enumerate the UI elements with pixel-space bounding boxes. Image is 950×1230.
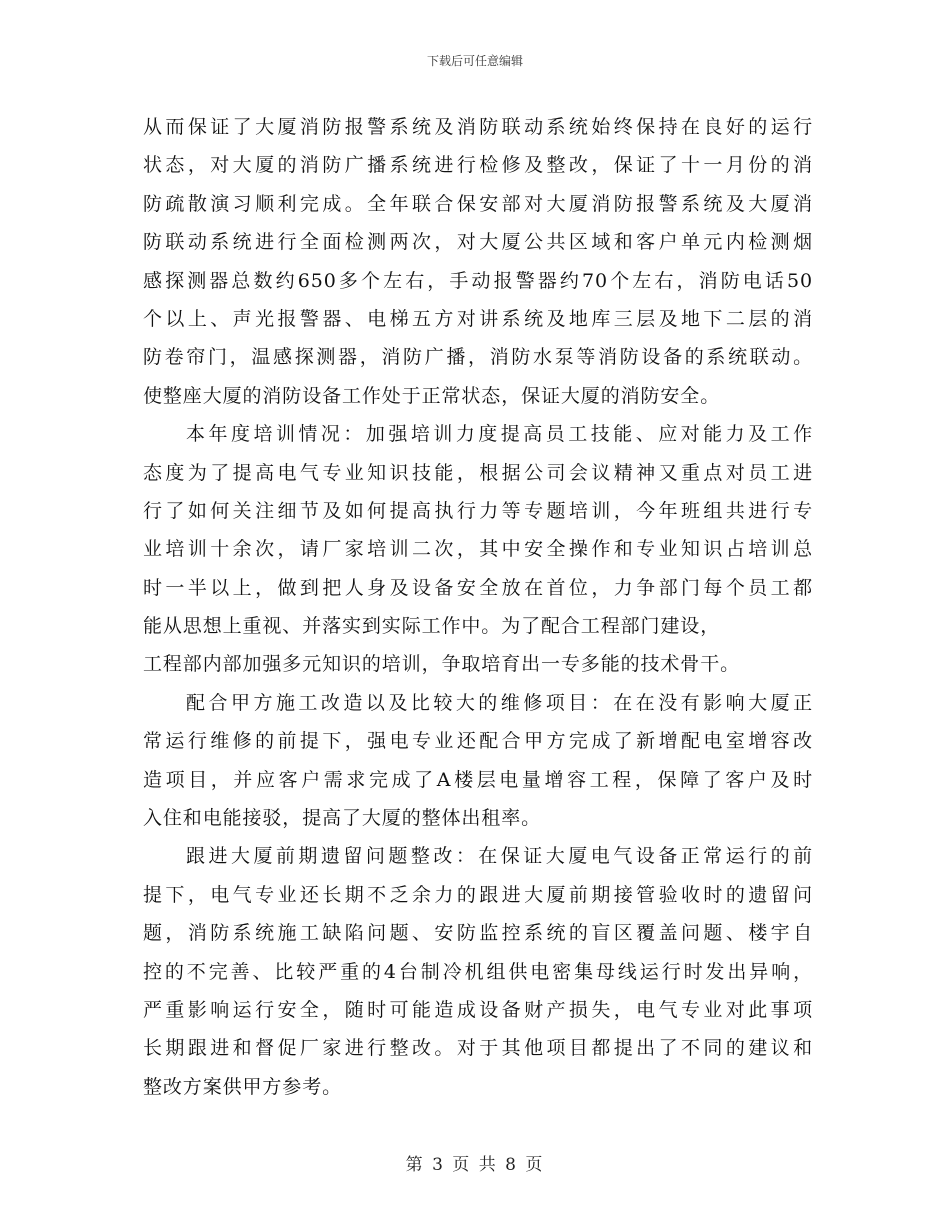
body-line: 长期跟进和督促厂家进行整改。对于其他项目都提出了不同的建议和 <box>143 1037 813 1060</box>
body-line: 工程部内部加强多元知识的培训，争取培育出一专多能的技术骨干。 <box>143 653 741 676</box>
body-line: 使整座大厦的消防设备工作处于正常状态，保证大厦的消防安全。 <box>143 384 721 407</box>
body-line: 严重影响运行安全，随时可能造成设备财产损失，电气专业对此事项 <box>143 998 813 1021</box>
paragraph-start-line: 跟进大厦前期遗留问题整改：在保证大厦电气设备正常运行的前 <box>186 845 813 868</box>
body-line: 控的不完善、比较严重的4台制冷机组供电密集母线运行时发出异响， <box>143 960 813 983</box>
body-line: 业培训十余次，请厂家培训二次，其中安全操作和专业知识占培训总 <box>143 538 813 561</box>
body-line: 态度为了提高电气专业知识技能，根据公司会议精神又重点对员工进 <box>143 461 813 484</box>
body-line: 整改方案供甲方参考。 <box>143 1075 343 1098</box>
body-line: 状态，对大厦的消防广播系统进行检修及整改，保证了十一月份的消 <box>143 154 813 177</box>
body-line: 行了如何关注细节及如何提高执行力等专题培训，今年班组共进行专 <box>143 499 813 522</box>
body-line: 个以上、声光报警器、电梯五方对讲系统及地库三层及地下二层的消 <box>143 307 813 330</box>
body-line: 入住和电能接驳，提高了大厦的整体出租率。 <box>143 807 542 830</box>
body-line: 时一半以上，做到把人身及设备安全放在首位，力争部门每个员工都 <box>143 576 813 599</box>
body-line: 防卷帘门，温感探测器，消防广播，消防水泵等消防设备的系统联动。 <box>143 346 813 369</box>
paragraph-start-line: 本年度培训情况：加强培训力度提高员工技能、应对能力及工作 <box>186 423 813 446</box>
body-line: 提下，电气专业还长期不乏余力的跟进大厦前期接管验收时的遗留问 <box>143 883 813 906</box>
header-note: 下载后可任意编辑 <box>426 54 523 68</box>
document-body <box>143 108 813 1106</box>
body-line: 能从思想上重视、并落实到实际工作中。为了配合工程部门建设， <box>143 615 721 638</box>
body-line: 从而保证了大厦消防报警系统及消防联动系统始终保持在良好的运行 <box>143 116 813 138</box>
body-line: 防联动系统进行全面检测两次，对大厦公共区域和客户单元内检测烟 <box>143 231 813 254</box>
page-number: 第 3 页 共 8 页 <box>405 1155 545 1175</box>
body-line: 题，消防系统施工缺陷问题、安防监控系统的盲区覆盖问题、楼宇自 <box>143 922 813 945</box>
body-line: 造项目，并应客户需求完成了A楼层电量增容工程，保障了客户及时 <box>143 768 813 791</box>
body-line: 常运行维修的前提下，强电专业还配合甲方完成了新增配电室增容改 <box>143 730 813 753</box>
paragraph-start-line: 配合甲方施工改造以及比较大的维修项目：在在没有影响大厦正 <box>186 691 813 714</box>
body-line: 感探测器总数约650多个左右，手动报警器约70个左右，消防电话50 <box>143 269 813 292</box>
body-line: 防疏散演习顺利完成。全年联合保安部对大厦消防报警系统及大厦消 <box>143 192 813 215</box>
